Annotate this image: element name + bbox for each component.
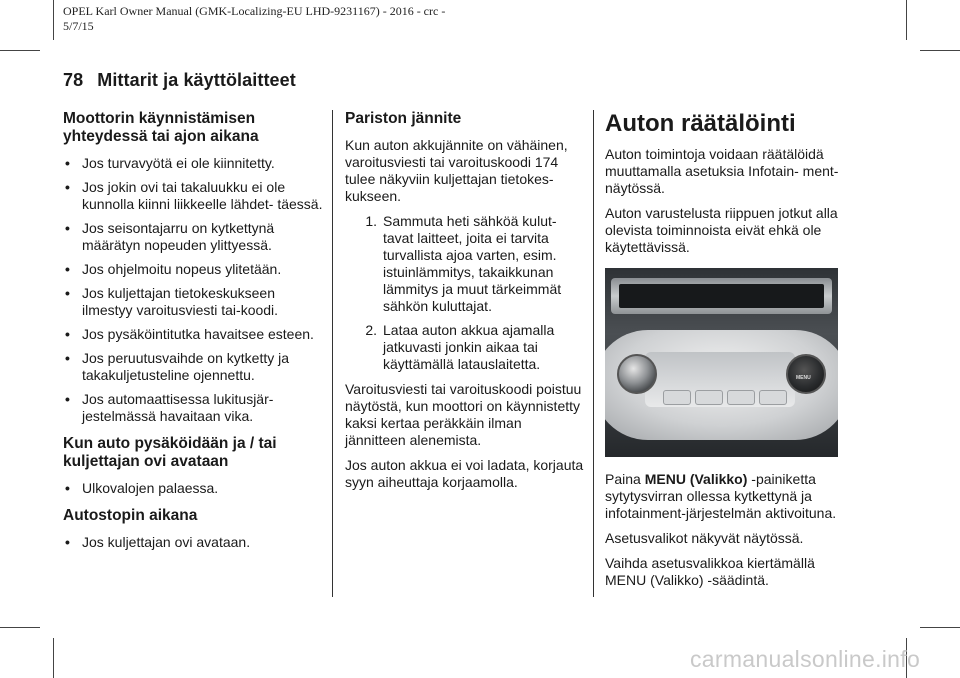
section-heading: Autostopin aikana: [63, 507, 198, 524]
crop-mark: [920, 50, 960, 51]
page-title: Mittarit ja käyttölaitteet: [97, 70, 296, 90]
step-number: 1.: [365, 213, 377, 229]
column-divider: [593, 110, 594, 597]
crop-mark: [0, 627, 40, 628]
paragraph: Varoitusviesti tai varoituskoodi poistuu näytöstä, kun moottori on käynnistetty kaksi kertaa peräkkäin ilman jännitteen alenemista.: [345, 381, 582, 448]
list-item: • Jos turvavyötä ei ole kiinnitetty.: [63, 155, 325, 172]
list-item: • Jos ohjelmoitu nopeus ylitetään.: [63, 261, 325, 278]
step-text: Lataa auton akkua ajamalla jatkuvasti jonkin aikaa tai käyttämällä latauslaitetta.: [383, 322, 555, 372]
page-number: 78: [63, 70, 84, 90]
list-item: • Jos seisontajarru on kytkettynä määrätyn nopeuden ylittyessä.: [63, 220, 325, 254]
section-heading: Kun auto pysäköidään ja / tai kuljettajan ovi avataan: [63, 435, 277, 470]
chapter-heading: Auton räätälöinti: [605, 110, 796, 137]
preset-button: [663, 390, 691, 405]
text-run: Paina: [605, 471, 645, 487]
bullet-list: [63, 480, 325, 497]
column-3: [605, 110, 845, 597]
crop-mark: [0, 50, 40, 51]
page-heading: [63, 70, 296, 91]
list-item: • Jos peruutusvaihde on kytketty ja takakuljetusteline ojennettu.: [63, 350, 325, 384]
step-number: 2.: [365, 322, 377, 338]
bullet-list: [63, 534, 325, 551]
paragraph: [605, 471, 845, 522]
paragraph: Auton toimintoja voidaan räätälöidä muuttamalla asetuksia Infotain- ment-näytössä.: [605, 146, 839, 196]
numbered-list: [345, 213, 585, 373]
text-run: -painiketta sytytysvirran ollessa kytkettynä ja infotainment-järjestelmän aktivoituna.: [605, 471, 837, 521]
list-item: • Jos jokin ovi tai takaluukku ei ole kunnolla kiinni liikkeelle lähdet- täessä.: [63, 179, 325, 213]
column-divider: [332, 110, 333, 597]
menu-knob-label: MENU: [796, 375, 811, 381]
menu-button-name: MENU (Valikko): [644, 471, 748, 487]
infotainment-panel-photo: [605, 268, 838, 457]
list-item: • Jos kuljettajan ovi avataan.: [63, 534, 325, 551]
document-header: [63, 4, 445, 34]
paragraph: Asetusvalikot näkyvät näytössä.: [605, 530, 804, 546]
list-item: • Jos automaattisessa lukitusjär- jestelmässä havaitaan vika.: [63, 391, 325, 425]
list-item: [345, 322, 585, 373]
crop-mark: [53, 0, 54, 40]
header-line: OPEL Karl Owner Manual (GMK-Localizing-EU LHD-9231167) - 2016 - crc -: [63, 4, 446, 18]
paragraph: Jos auton akkua ei voi ladata, korjauta syyn aiheuttaja korjaamolla.: [345, 457, 584, 490]
crop-mark: [53, 638, 54, 678]
list-item: • Jos kuljettajan tietokeskukseen ilmestyy varoitusviesti tai-koodi.: [63, 285, 325, 319]
list-item: [345, 213, 585, 315]
list-item: • Ulkovalojen palaessa.: [63, 480, 325, 497]
paragraph: Kun auton akkujännite on vähäinen, varoitusviesti tai varoituskoodi 174 tulee näkyviin kuljettajan tietokes- kukseen.: [345, 137, 568, 204]
column-2: [345, 110, 585, 499]
step-text: Sammuta heti sähköä kulut- tavat laitteet, joita ei tarvita turvallista ajoa varten, esim. istuinlämmitys, takaikkunan lämmitys ja muut tärkeimmät sähkön kuluttajat.: [383, 213, 562, 314]
preset-button: [759, 390, 787, 405]
crop-mark: [920, 627, 960, 628]
menu-knob: [786, 354, 826, 394]
section-heading: Pariston jännite: [345, 110, 462, 127]
preset-button: [727, 390, 755, 405]
watermark: carmanualsonline.info: [690, 646, 921, 672]
bullet-list: [63, 155, 325, 425]
paragraph: Auton varustelusta riippuen jotkut alla olevista toiminnoista eivät ehkä ole käytettävissä.: [605, 205, 838, 255]
display-screen: [619, 284, 824, 308]
crop-mark: [906, 0, 907, 40]
column-1: [63, 110, 325, 558]
header-date: 5/7/15: [63, 19, 94, 33]
paragraph: Vaihda asetusvalikkoa kiertämällä MENU (Valikko) -säädintä.: [605, 555, 815, 588]
preset-button: [695, 390, 723, 405]
list-item: • Jos pysäköintitutka havaitsee esteen.: [63, 326, 325, 343]
volume-knob: [617, 354, 657, 394]
section-heading: Moottorin käynnistämisen yhteydessä tai ajon aikana: [63, 110, 259, 145]
